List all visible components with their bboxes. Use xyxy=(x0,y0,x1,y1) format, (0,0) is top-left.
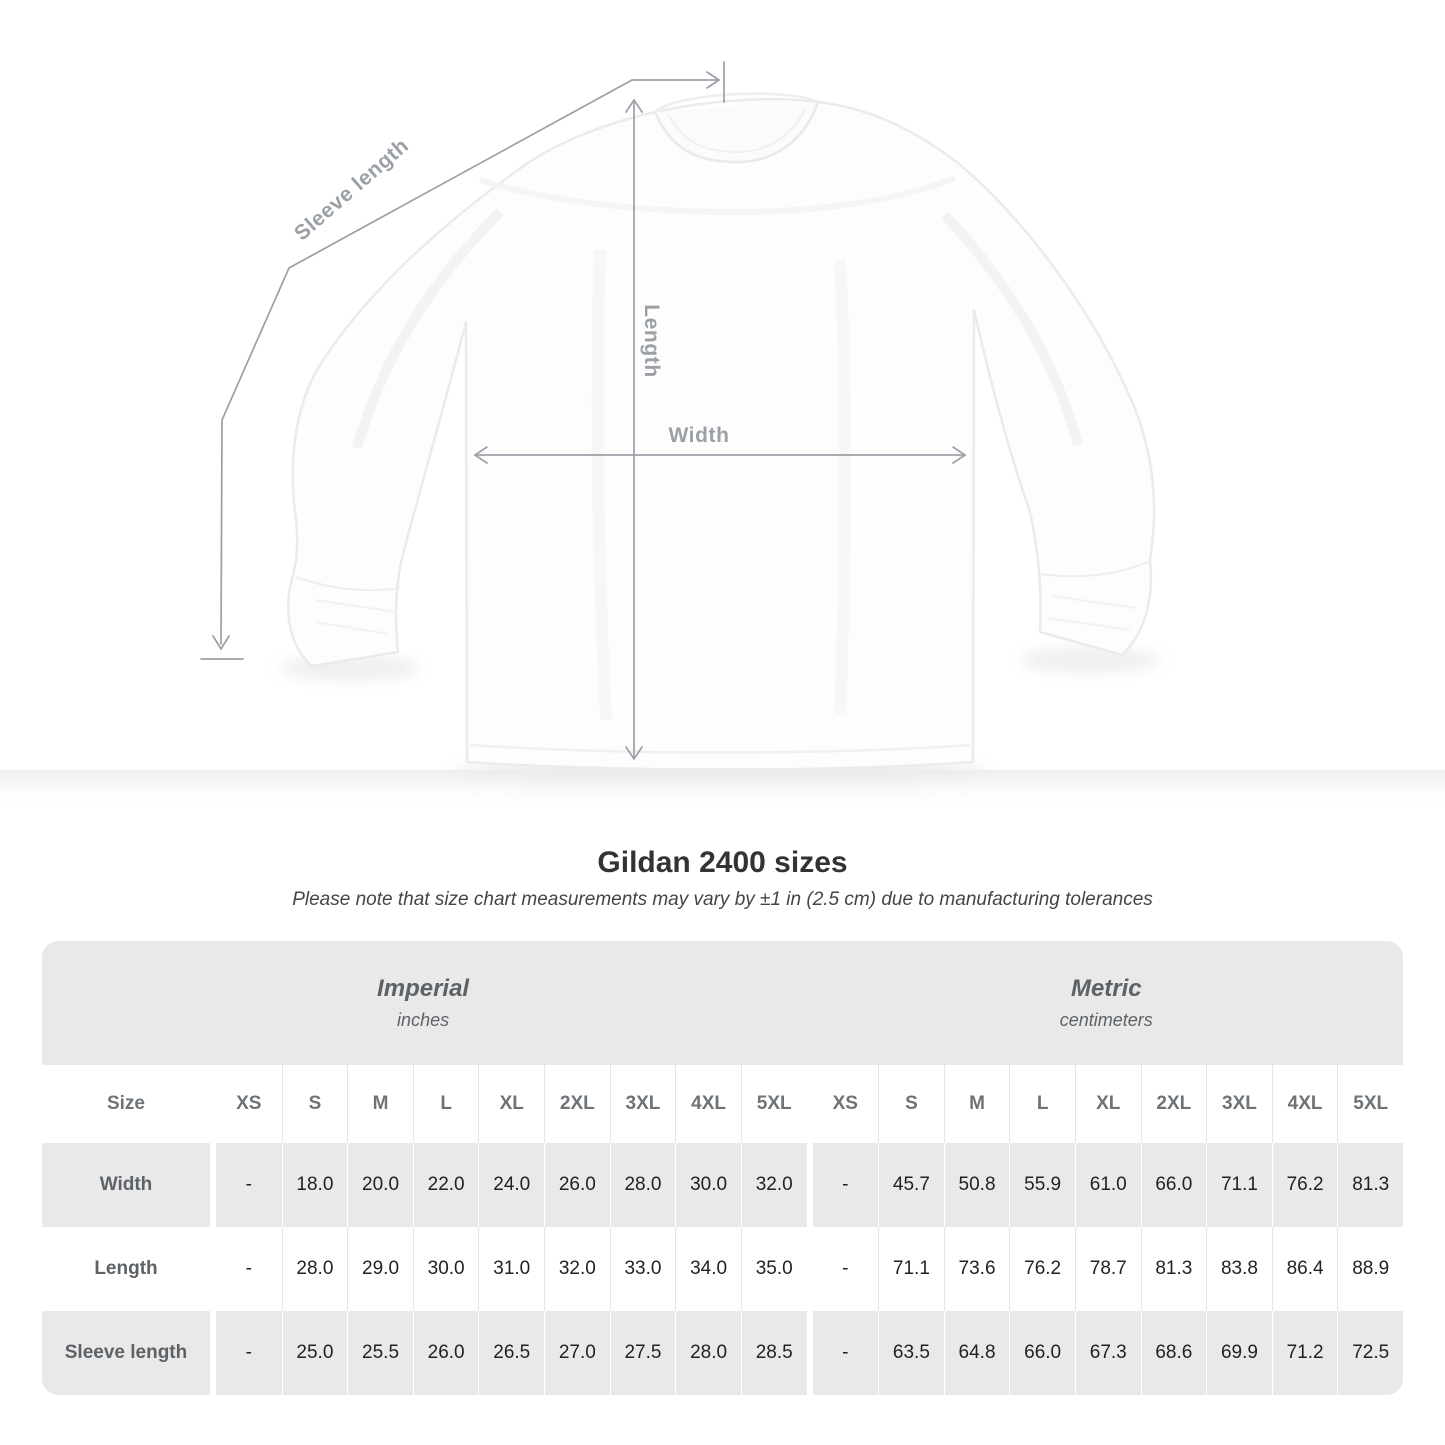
size-header-cell: 3XL xyxy=(610,1065,676,1143)
value-cell: 33.0 xyxy=(610,1227,676,1311)
size-header-cell: L xyxy=(413,1065,479,1143)
value-cell: 20.0 xyxy=(347,1143,413,1227)
size-header-cell: S xyxy=(878,1065,944,1143)
metric-title: Metric xyxy=(1070,975,1142,1002)
value-cell: - xyxy=(216,1311,282,1395)
value-cell: 24.0 xyxy=(478,1143,544,1227)
value-cell: 81.3 xyxy=(1141,1227,1207,1311)
size-header-cell: M xyxy=(944,1065,1010,1143)
size-header-cell: 4XL xyxy=(675,1065,741,1143)
value-cell: 83.8 xyxy=(1206,1227,1272,1311)
value-cell: 71.1 xyxy=(878,1227,944,1311)
value-cell: 28.5 xyxy=(741,1311,807,1395)
value-cell: - xyxy=(813,1311,879,1395)
value-cell: 78.7 xyxy=(1075,1227,1141,1311)
value-cell: - xyxy=(813,1143,879,1227)
value-cell: 28.0 xyxy=(675,1311,741,1395)
size-header-cell: 4XL xyxy=(1272,1065,1338,1143)
imperial-title: Imperial xyxy=(377,975,470,1002)
value-cell: 28.0 xyxy=(282,1227,348,1311)
size-header-cell: 3XL xyxy=(1206,1065,1272,1143)
size-header-cell: 5XL xyxy=(1337,1065,1403,1143)
value-cell: 25.0 xyxy=(282,1311,348,1395)
size-header-cell: 2XL xyxy=(1141,1065,1207,1143)
imperial-unit: inches xyxy=(397,1010,450,1030)
row-label: Sleeve length xyxy=(42,1311,210,1395)
row-label: Length xyxy=(42,1227,210,1311)
value-cell: 64.8 xyxy=(944,1311,1010,1395)
value-cell: 68.6 xyxy=(1141,1311,1207,1395)
size-column-header: Size xyxy=(42,1065,210,1143)
value-cell: - xyxy=(216,1227,282,1311)
size-header-cell: XS xyxy=(216,1065,282,1143)
value-cell: - xyxy=(813,1227,879,1311)
size-table-rows xyxy=(42,1065,1403,1395)
value-cell: 28.0 xyxy=(610,1143,676,1227)
row-label: Width xyxy=(42,1143,210,1227)
value-cell: 73.6 xyxy=(944,1227,1010,1311)
page-title: Gildan 2400 sizes xyxy=(597,846,848,879)
value-cell: 32.0 xyxy=(741,1143,807,1227)
size-header-cell: XS xyxy=(813,1065,879,1143)
value-cell: 30.0 xyxy=(413,1227,479,1311)
value-cell: 63.5 xyxy=(878,1311,944,1395)
size-header-cell: L xyxy=(1009,1065,1075,1143)
value-cell: 27.0 xyxy=(544,1311,610,1395)
value-cell: - xyxy=(216,1143,282,1227)
width-row xyxy=(42,1143,1403,1227)
value-cell: 50.8 xyxy=(944,1143,1010,1227)
value-cell: 66.0 xyxy=(1009,1311,1075,1395)
value-cell: 26.0 xyxy=(544,1143,610,1227)
unit-header-band xyxy=(42,941,1403,1065)
value-cell: 45.7 xyxy=(878,1143,944,1227)
value-cell: 26.0 xyxy=(413,1311,479,1395)
size-header-cell: M xyxy=(347,1065,413,1143)
size-header-cell: 2XL xyxy=(544,1065,610,1143)
width-label: Width xyxy=(668,424,730,447)
value-cell: 34.0 xyxy=(675,1227,741,1311)
value-cell: 35.0 xyxy=(741,1227,807,1311)
value-cell: 61.0 xyxy=(1075,1143,1141,1227)
value-cell: 25.5 xyxy=(347,1311,413,1395)
value-cell: 88.9 xyxy=(1337,1227,1403,1311)
sleeve-length-label: Sleeve length xyxy=(290,133,414,246)
value-cell: 67.3 xyxy=(1075,1311,1141,1395)
value-cell: 72.5 xyxy=(1337,1311,1403,1395)
imperial-header xyxy=(377,975,469,1031)
value-cell: 71.2 xyxy=(1272,1311,1338,1395)
size-table xyxy=(42,941,1403,1395)
value-cell: 66.0 xyxy=(1141,1143,1207,1227)
metric-header xyxy=(1060,975,1153,1031)
value-cell: 27.5 xyxy=(610,1311,676,1395)
size-header-cell: S xyxy=(282,1065,348,1143)
metric-unit: centimeters xyxy=(1059,1010,1153,1030)
value-cell: 71.1 xyxy=(1206,1143,1272,1227)
value-cell: 22.0 xyxy=(413,1143,479,1227)
value-cell: 76.2 xyxy=(1009,1227,1075,1311)
length-label: Length xyxy=(640,304,663,378)
size-header-cell: XL xyxy=(1075,1065,1141,1143)
size-header-row xyxy=(42,1065,1403,1143)
value-cell: 32.0 xyxy=(544,1227,610,1311)
length-row xyxy=(42,1227,1403,1311)
value-cell: 86.4 xyxy=(1272,1227,1338,1311)
sleeve-length-row xyxy=(42,1311,1403,1395)
value-cell: 29.0 xyxy=(347,1227,413,1311)
size-header-cell: 5XL xyxy=(741,1065,807,1143)
tolerance-note: Please note that size chart measurements may vary by ±1 in (2.5 cm) due to manufacturing tolerances xyxy=(292,889,1153,910)
value-cell: 76.2 xyxy=(1272,1143,1338,1227)
value-cell: 31.0 xyxy=(478,1227,544,1311)
size-header-cell: XL xyxy=(478,1065,544,1143)
value-cell: 81.3 xyxy=(1337,1143,1403,1227)
value-cell: 69.9 xyxy=(1206,1311,1272,1395)
value-cell: 55.9 xyxy=(1009,1143,1075,1227)
value-cell: 18.0 xyxy=(282,1143,348,1227)
value-cell: 30.0 xyxy=(675,1143,741,1227)
value-cell: 26.5 xyxy=(478,1311,544,1395)
